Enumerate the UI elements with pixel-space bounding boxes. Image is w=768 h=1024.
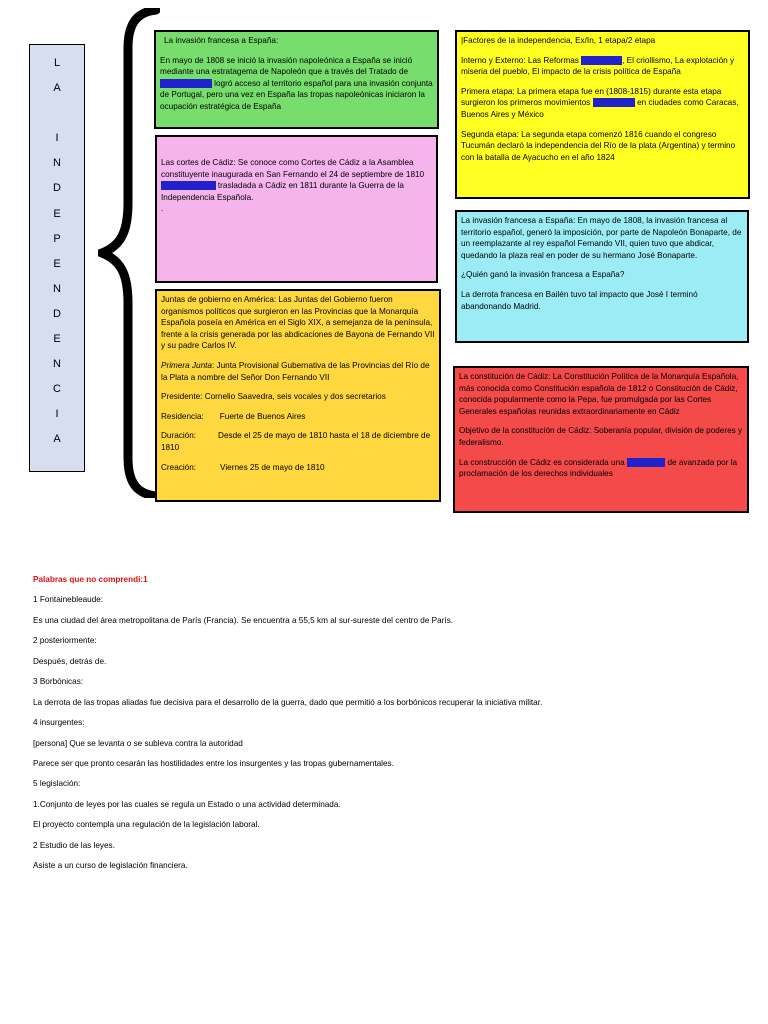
highlighted-term: insurgentes	[592, 98, 635, 108]
curly-brace-graphic	[98, 8, 160, 498]
note-line: 1.Conjunto de leyes por las cuales se regula un Estado o una actividad determinada.	[33, 799, 341, 809]
note-line: El proyecto contempla una regulación de la legislación laboral.	[33, 820, 260, 830]
cortes-dot: .	[161, 204, 164, 214]
note-line: La derrota de las tropas aliadas fue decisiva para el desarrollo de la guerra, dado que permitió a los borbónicos recuperar la iniciativa militar.	[33, 697, 543, 707]
factores-title: |Factores de la independencia, Ex/In, 1 etapa/2 etapa	[461, 36, 656, 45]
title-letter: C	[53, 383, 61, 396]
residencia: Residencia: Fuerte de Buenos Aires	[161, 411, 306, 421]
note-line: 3 Borbónicas:	[33, 677, 84, 687]
note-line: 2 posteriormente:	[33, 636, 97, 646]
note-line: Asiste a un curso de legislación financiera.	[33, 861, 188, 871]
highlighted-term: Fontainebleau	[160, 78, 212, 88]
primera-etapa: Primera etapa: La primera etapa fue en (1808-1815) durante esta etapa surgieron los primeros movimientos insurgentes en ciudades como Caracas, Buenos Aires y México	[461, 86, 739, 119]
vertical-title-letters	[30, 51, 84, 453]
vertical-title-bar	[29, 44, 85, 472]
factores-interno-externo: Interno y Externo: Las Reformas Borbónicas, El criollismo, La explotación y miseria del pueblo, El impacto de la crisis política de España	[461, 55, 735, 77]
invasion-heading: La invasión francesa a España:	[164, 36, 279, 45]
title-letter	[30, 101, 84, 126]
title-letter: I	[55, 408, 59, 421]
title-letter: I	[55, 132, 59, 145]
note-line: Es una ciudad del área metropolitana de París (Francia). Se encuentra a 55,5 km al sur-sureste del centro de París.	[33, 615, 454, 625]
title-letter: D	[53, 307, 61, 320]
title-letter: P	[53, 232, 61, 245]
constitucion-construccion: La construcción de Cádiz es considerada una legislación de avanzada por la proclamación de los derechos individuales	[459, 457, 738, 479]
note-line: 2 Estudio de las leyes.	[33, 840, 115, 850]
title-letter: D	[53, 182, 61, 195]
constitucion-cadiz-box	[453, 366, 749, 513]
highlighted-term: posteriormente	[161, 181, 216, 191]
title-letter: N	[53, 157, 61, 170]
segunda-etapa: Segunda etapa: La segunda etapa comenzó 1816 cuando el congreso Tucumán declaró la independencia del Río de la plata (Argentina) y termino con la batalla de Ayacucho en el año 1824	[461, 129, 736, 162]
note-line: [persona] Que se levanta o se subleva contra la autoridad	[33, 738, 243, 748]
cortes-text: Las cortes de Cádiz: Se conoce como Cortes de Cádiz a la Asamblea constituyente inaugurada en San Fernando el 24 de septiembre de 1810 posteriormente trasladada a Cádiz en 1811 durante la Guerra de la Independencia Española.	[161, 158, 425, 202]
note-line: 4 insurgentes:	[33, 718, 85, 728]
vocabulary-notes	[33, 574, 733, 881]
juntas-intro: Juntas de gobierno en América: Las Juntas del Gobierno fueron organismos políticos que surgieron en las Provincias que la Monarquía Española poseía en América en el Siglo XIX, a semejanza de la península, frente a la crisis generada por las abdicaciones de Bayona de Fernando VII y su padre Carlos IV.	[161, 295, 435, 351]
factores-independencia-box	[455, 30, 750, 199]
invasion-resumen-text: La invasión francesa a España: En mayo de 1808, la invasión francesa al territorio español, generó la imposición, por parte de Napoleón Bonaparte, de un reemplazante al rey español Fernando VII, quien tuvo que abdicar, quedando la plaza real en poder de su hermano José Bonaparte.	[461, 216, 742, 260]
title-letter: E	[53, 257, 61, 270]
title-letter: A	[53, 433, 61, 446]
notes-title: Palabras que no comprendi:1	[33, 575, 148, 584]
title-letter: N	[53, 282, 61, 295]
constitucion-text: La constitución de Cádiz: La Constitución Política de la Monarquía Española, más conocida como Constitución española de 1812 o Constitución de Cádiz, conocida popularmente como la Pepa, fue promulgada por las Cortes Generales españolas reunidas extraordinariamente en Cádiz	[459, 372, 739, 416]
invasion-answer: La derrota francesa en Bailén tuvo tal impacto que José I terminó abandonando Madrid.	[461, 289, 698, 311]
invasion-text: En mayo de 1808 se inició la invasión napoleónica a España se inició mediante una estratagema de Napoleón que a través del Tratado de Fontainebleau logró acceso al territorio español para una invasión conjunta de Portugal, pero una vez en España las tropas napoleónicas iniciaron la ocupación estratégica de España	[160, 55, 433, 111]
duracion: Duración: Desde el 25 de mayo de 1810 hasta el 18 de diciembre de 1810	[161, 431, 431, 452]
note-line: Parece ser que pronto cesarán las hostilidades entre los insurgentes y las tropas gubernamentales.	[33, 758, 394, 768]
presidente: Presidente: Cornelio Saavedra, seis vocales y dos secretarios	[161, 392, 386, 402]
invasion-resumen-box	[455, 210, 749, 343]
note-line: Después, detrás de.	[33, 656, 107, 666]
invasion-francesa-box	[154, 30, 439, 129]
highlighted-term: Borbónicas	[581, 55, 623, 65]
constitucion-objetivo: Objetivo de la constitución de Cádiz: Soberanía popular, división de poderes y federalismo.	[459, 426, 743, 447]
title-letter: L	[53, 57, 61, 69]
note-line: 1 Fontainebleaude:	[33, 595, 104, 605]
title-letter: A	[53, 82, 61, 95]
title-letter: E	[53, 207, 61, 220]
cortes-cadiz-box	[155, 135, 438, 283]
title-letter: N	[53, 358, 61, 371]
invasion-question: ¿Quién ganó la invasión francesa a España?	[461, 270, 625, 280]
primera-junta: Primera Junta: Junta Provisional Gubernativa de las Provincias del Río de la Plata a nombre del Señor Don Fernando VII	[161, 360, 430, 382]
title-letter: E	[53, 333, 61, 346]
highlighted-term: legislación	[626, 457, 666, 467]
juntas-gobierno-box	[155, 289, 441, 502]
creacion: Creación: Viernes 25 de mayo de 1810	[161, 462, 325, 472]
note-line: 5 legislación:	[33, 779, 81, 789]
